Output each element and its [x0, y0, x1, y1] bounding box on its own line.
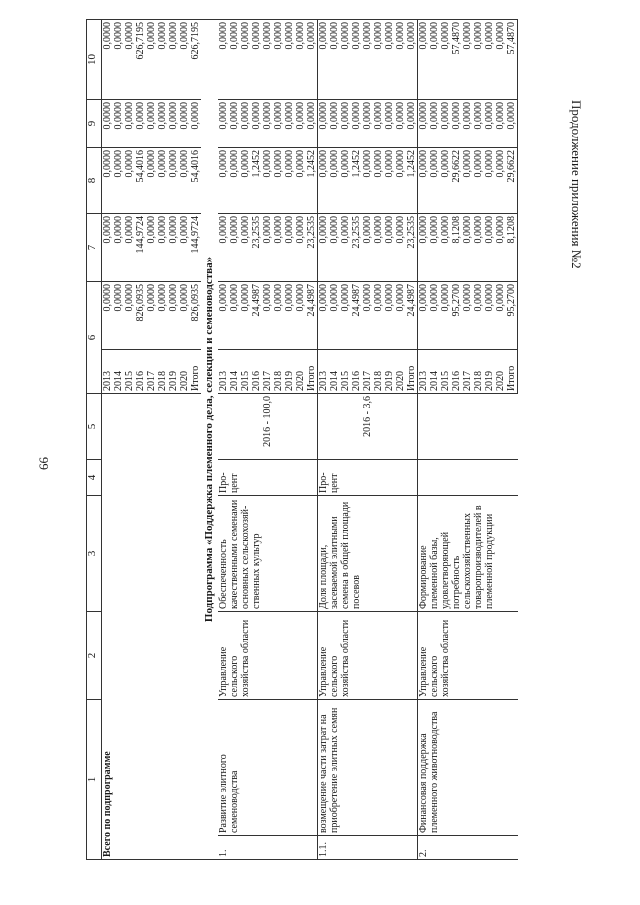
year-cell: 2015: [340, 350, 351, 394]
value-c6: 24,4987: [306, 282, 318, 350]
row-number: 2.: [418, 836, 518, 860]
col-header: 9: [87, 100, 102, 148]
value-c10: 0,0000: [429, 20, 440, 100]
rotated-table-container: [86, 20, 586, 860]
value-c7: 0,0000: [440, 214, 451, 282]
value-c6: 0,0000: [462, 282, 473, 350]
year-cell: 2016: [451, 350, 462, 394]
value-c6: 0,0000: [362, 282, 373, 350]
value-c6: 0,0000: [157, 282, 168, 350]
value-c7: 0,0000: [295, 214, 306, 282]
col-header: 1: [87, 700, 102, 860]
table-row: [318, 20, 330, 860]
value-c6: 0,0000: [429, 282, 440, 350]
value-c6: 24,4987: [406, 282, 418, 350]
value-c9: 0,0000: [340, 100, 351, 148]
value-c6: 0,0000: [395, 282, 406, 350]
value-c9: 0,0000: [462, 100, 473, 148]
value-c10: 626,7195: [135, 20, 146, 100]
value-c6: 0,0000: [273, 282, 284, 350]
value-c8: 0,0000: [373, 148, 384, 214]
indicator: Формирование племенной базы, удовлетворяющей потребность сельскохозяйственных товаропроизводителей в племенной продукции: [418, 496, 518, 612]
year-cell: 2017: [146, 350, 157, 394]
year-cell: 2019: [168, 350, 179, 394]
year-cell: 2017: [262, 350, 273, 394]
year-cell: 2019: [384, 350, 395, 394]
value-c10: 0,0000: [240, 20, 251, 100]
table-row: [418, 20, 430, 860]
year-cell: 2018: [473, 350, 484, 394]
value-c8: 29,6622: [451, 148, 462, 214]
value-c10: 0,0000: [462, 20, 473, 100]
value-c9: 0,0000: [262, 100, 273, 148]
year-cell: 2013: [318, 350, 330, 394]
value-c7: 144,9724: [190, 214, 201, 282]
value-c10: 0,0000: [318, 20, 330, 100]
value-c6: 0,0000: [440, 282, 451, 350]
value-c8: 29,6622: [506, 148, 518, 214]
value-c10: 0,0000: [406, 20, 418, 100]
table-body: [102, 20, 518, 860]
value-c6: 0,0000: [473, 282, 484, 350]
value-c6: 0,0000: [318, 282, 330, 350]
value-c8: 0,0000: [418, 148, 430, 214]
table-row: [102, 20, 114, 860]
value-c7: 144,9724: [135, 214, 146, 282]
value-c7: 0,0000: [146, 214, 157, 282]
value-c7: 0,0000: [113, 214, 124, 282]
value-c9: 0,0000: [295, 100, 306, 148]
value-c10: 0,0000: [113, 20, 124, 100]
year-cell: 2015: [240, 350, 251, 394]
year-cell: Итого: [406, 350, 418, 394]
col-header: 5: [87, 394, 102, 460]
value-c10: 0,0000: [273, 20, 284, 100]
unit: [418, 460, 518, 496]
value-c8: 0,0000: [318, 148, 330, 214]
year-cell: 2014: [229, 350, 240, 394]
value-c7: 0,0000: [329, 214, 340, 282]
value-c10: 0,0000: [168, 20, 179, 100]
value-c9: 0,0000: [124, 100, 135, 148]
year-cell: 2020: [395, 350, 406, 394]
column-number-row: [87, 20, 102, 860]
target-value: 2016 - 100,0: [218, 394, 318, 460]
value-c10: 0,0000: [251, 20, 262, 100]
value-c6: 0,0000: [218, 282, 229, 350]
value-c10: 0,0000: [295, 20, 306, 100]
value-c9: 0,0000: [168, 100, 179, 148]
value-c10: 0,0000: [124, 20, 135, 100]
value-c8: 0,0000: [179, 148, 190, 214]
value-c7: 0,0000: [218, 214, 229, 282]
value-c10: 57,4870: [506, 20, 518, 100]
value-c9: 0,0000: [506, 100, 518, 148]
value-c6: 826,0935: [135, 282, 146, 350]
value-c6: 0,0000: [262, 282, 273, 350]
value-c8: 0,0000: [273, 148, 284, 214]
value-c8: 0,0000: [395, 148, 406, 214]
value-c7: 0,0000: [429, 214, 440, 282]
year-cell: 2016: [351, 350, 362, 394]
value-c10: 0,0000: [351, 20, 362, 100]
value-c8: 54,4016: [135, 148, 146, 214]
year-cell: 2017: [462, 350, 473, 394]
executor: Управление сельского хозяйства области: [218, 612, 318, 700]
table-row: [218, 20, 229, 860]
value-c9: 0,0000: [440, 100, 451, 148]
year-cell: 2013: [418, 350, 430, 394]
col-header: 4: [87, 460, 102, 496]
value-c7: 23,2535: [406, 214, 418, 282]
value-c9: 0,0000: [251, 100, 262, 148]
year-cell: 2015: [124, 350, 135, 394]
value-c6: 0,0000: [495, 282, 506, 350]
activity-name: Развитие элитного семеноводства: [218, 700, 318, 836]
value-c8: 0,0000: [295, 148, 306, 214]
value-c8: 1,2452: [351, 148, 362, 214]
value-c10: 0,0000: [218, 20, 229, 100]
value-c7: 23,2535: [306, 214, 318, 282]
value-c7: 0,0000: [373, 214, 384, 282]
value-c7: 0,0000: [262, 214, 273, 282]
value-c7: 0,0000: [318, 214, 330, 282]
value-c8: 0,0000: [113, 148, 124, 214]
value-c6: 0,0000: [295, 282, 306, 350]
value-c8: 0,0000: [362, 148, 373, 214]
year-cell: Итого: [306, 350, 318, 394]
value-c9: 0,0000: [406, 100, 418, 148]
value-c9: 0,0000: [384, 100, 395, 148]
value-c8: 0,0000: [329, 148, 340, 214]
value-c6: 95,2700: [506, 282, 518, 350]
value-c8: 0,0000: [473, 148, 484, 214]
target-value: [418, 394, 518, 460]
value-c8: 0,0000: [384, 148, 395, 214]
value-c6: 95,2700: [451, 282, 462, 350]
value-c7: 0,0000: [384, 214, 395, 282]
value-c8: 0,0000: [124, 148, 135, 214]
value-c8: 0,0000: [429, 148, 440, 214]
executor: Управление сельского хозяйства области: [418, 612, 518, 700]
value-c6: 0,0000: [384, 282, 395, 350]
col-header: 3: [87, 496, 102, 612]
value-c8: 0,0000: [484, 148, 495, 214]
indicator: Доля площади, засеваемой элитными семена в общей площади посевов: [318, 496, 418, 612]
row-number: 1.1.: [318, 836, 418, 860]
col-header: 8: [87, 148, 102, 214]
year-cell: 2013: [102, 350, 114, 394]
value-c7: 23,2535: [251, 214, 262, 282]
year-cell: 2020: [495, 350, 506, 394]
value-c9: 0,0000: [306, 100, 318, 148]
value-c9: 0,0000: [495, 100, 506, 148]
value-c8: 0,0000: [440, 148, 451, 214]
value-c6: 0,0000: [340, 282, 351, 350]
value-c7: 8,1208: [451, 214, 462, 282]
value-c9: 0,0000: [351, 100, 362, 148]
value-c10: 0,0000: [179, 20, 190, 100]
value-c7: 0,0000: [473, 214, 484, 282]
value-c6: 0,0000: [102, 282, 114, 350]
value-c8: 0,0000: [462, 148, 473, 214]
value-c7: 0,0000: [179, 214, 190, 282]
value-c9: 0,0000: [484, 100, 495, 148]
value-c6: 0,0000: [418, 282, 430, 350]
value-c7: 0,0000: [340, 214, 351, 282]
total-label: Всего по подпрограмме: [102, 394, 202, 860]
value-c9: 0,0000: [395, 100, 406, 148]
value-c6: 24,4987: [251, 282, 262, 350]
year-cell: 2020: [179, 350, 190, 394]
value-c7: 0,0000: [284, 214, 295, 282]
page-number: 66: [36, 457, 51, 470]
value-c8: 1,2452: [251, 148, 262, 214]
value-c9: 0,0000: [218, 100, 229, 148]
year-cell: 2014: [329, 350, 340, 394]
year-cell: 2014: [113, 350, 124, 394]
value-c9: 0,0000: [418, 100, 430, 148]
value-c9: 0,0000: [429, 100, 440, 148]
value-c8: 0,0000: [146, 148, 157, 214]
value-c8: 0,0000: [240, 148, 251, 214]
value-c6: 0,0000: [146, 282, 157, 350]
year-cell: Итого: [506, 350, 518, 394]
value-c7: 0,0000: [157, 214, 168, 282]
value-c6: 24,4987: [351, 282, 362, 350]
value-c10: 0,0000: [495, 20, 506, 100]
value-c9: 0,0000: [473, 100, 484, 148]
year-cell: 2017: [362, 350, 373, 394]
value-c10: 0,0000: [473, 20, 484, 100]
value-c9: 0,0000: [284, 100, 295, 148]
value-c7: 0,0000: [418, 214, 430, 282]
value-c8: 54,4016: [190, 148, 201, 214]
value-c10: 0,0000: [229, 20, 240, 100]
indicator: Обеспеченность качественными семенами основных сельскохозяй-ственных культур: [218, 496, 318, 612]
value-c7: 0,0000: [102, 214, 114, 282]
value-c6: 0,0000: [484, 282, 495, 350]
value-c6: 0,0000: [229, 282, 240, 350]
value-c7: 0,0000: [362, 214, 373, 282]
value-c9: 0,0000: [190, 100, 201, 148]
value-c10: 0,0000: [418, 20, 430, 100]
value-c7: 0,0000: [484, 214, 495, 282]
value-c6: 0,0000: [284, 282, 295, 350]
year-cell: 2018: [157, 350, 168, 394]
executor: Управление сельского хозяйства области: [318, 612, 418, 700]
value-c10: 0,0000: [306, 20, 318, 100]
value-c6: 826,0935: [190, 282, 201, 350]
year-cell: 2013: [218, 350, 229, 394]
value-c8: 1,2452: [306, 148, 318, 214]
value-c7: 0,0000: [229, 214, 240, 282]
col-header: 10: [87, 20, 102, 100]
value-c10: 0,0000: [102, 20, 114, 100]
value-c9: 0,0000: [102, 100, 114, 148]
value-c8: 0,0000: [284, 148, 295, 214]
col-header: 7: [87, 214, 102, 282]
value-c9: 0,0000: [146, 100, 157, 148]
value-c8: 0,0000: [340, 148, 351, 214]
value-c8: 0,0000: [157, 148, 168, 214]
col-header: 2: [87, 612, 102, 700]
value-c8: 0,0000: [218, 148, 229, 214]
year-cell: 2018: [273, 350, 284, 394]
value-c10: 0,0000: [484, 20, 495, 100]
value-c9: 0,0000: [113, 100, 124, 148]
value-c6: 0,0000: [329, 282, 340, 350]
value-c6: 0,0000: [124, 282, 135, 350]
target-value: 2016 - 3,6: [318, 394, 418, 460]
value-c10: 0,0000: [340, 20, 351, 100]
value-c7: 0,0000: [395, 214, 406, 282]
value-c10: 0,0000: [262, 20, 273, 100]
value-c10: 0,0000: [440, 20, 451, 100]
value-c7: 0,0000: [273, 214, 284, 282]
year-cell: 2016: [251, 350, 262, 394]
value-c7: 8,1208: [506, 214, 518, 282]
budget-table: [86, 19, 518, 860]
subprogram-title-row: [201, 20, 218, 860]
year-cell: 2016: [135, 350, 146, 394]
value-c6: 0,0000: [373, 282, 384, 350]
row-number: 1.: [218, 836, 318, 860]
value-c9: 0,0000: [373, 100, 384, 148]
value-c8: 0,0000: [262, 148, 273, 214]
year-cell: 2014: [429, 350, 440, 394]
value-c7: 0,0000: [240, 214, 251, 282]
value-c10: 0,0000: [329, 20, 340, 100]
unit: Про-цент: [218, 460, 318, 496]
value-c10: 0,0000: [146, 20, 157, 100]
year-cell: 2015: [440, 350, 451, 394]
value-c9: 0,0000: [318, 100, 330, 148]
value-c9: 0,0000: [229, 100, 240, 148]
value-c10: 0,0000: [284, 20, 295, 100]
value-c6: 0,0000: [240, 282, 251, 350]
value-c9: 0,0000: [240, 100, 251, 148]
value-c9: 0,0000: [179, 100, 190, 148]
value-c7: 0,0000: [168, 214, 179, 282]
year-cell: 2018: [373, 350, 384, 394]
value-c7: 23,2535: [351, 214, 362, 282]
value-c6: 0,0000: [113, 282, 124, 350]
value-c10: 0,0000: [384, 20, 395, 100]
value-c9: 0,0000: [135, 100, 146, 148]
value-c8: 0,0000: [102, 148, 114, 214]
value-c9: 0,0000: [157, 100, 168, 148]
year-cell: 2020: [295, 350, 306, 394]
value-c7: 0,0000: [495, 214, 506, 282]
value-c8: 0,0000: [168, 148, 179, 214]
value-c10: 626,7195: [190, 20, 201, 100]
value-c8: 1,2452: [406, 148, 418, 214]
value-c8: 0,0000: [495, 148, 506, 214]
value-c8: 0,0000: [229, 148, 240, 214]
value-c10: 0,0000: [157, 20, 168, 100]
value-c10: 0,0000: [362, 20, 373, 100]
value-c10: 0,0000: [373, 20, 384, 100]
activity-name: возмещение части затрат на приобретение элитных семян: [318, 700, 418, 836]
value-c7: 0,0000: [462, 214, 473, 282]
year-cell: Итого: [190, 350, 201, 394]
value-c7: 0,0000: [124, 214, 135, 282]
year-cell: 2019: [284, 350, 295, 394]
value-c9: 0,0000: [329, 100, 340, 148]
value-c9: 0,0000: [362, 100, 373, 148]
appendix-header: Продолжение приложения №2: [569, 100, 584, 269]
subprogram-title: Подпрограмма «Поддержка племенного дела, селекции и семеноводства»: [201, 20, 218, 860]
col-header: 6: [87, 282, 102, 394]
value-c6: 0,0000: [179, 282, 190, 350]
year-cell: 2019: [484, 350, 495, 394]
value-c10: 0,0000: [395, 20, 406, 100]
value-c10: 57,4870: [451, 20, 462, 100]
value-c9: 0,0000: [451, 100, 462, 148]
unit: Про-цент: [318, 460, 418, 496]
value-c6: 0,0000: [168, 282, 179, 350]
activity-name: Финансовая поддержка племенного животноводства: [418, 700, 518, 836]
value-c9: 0,0000: [273, 100, 284, 148]
